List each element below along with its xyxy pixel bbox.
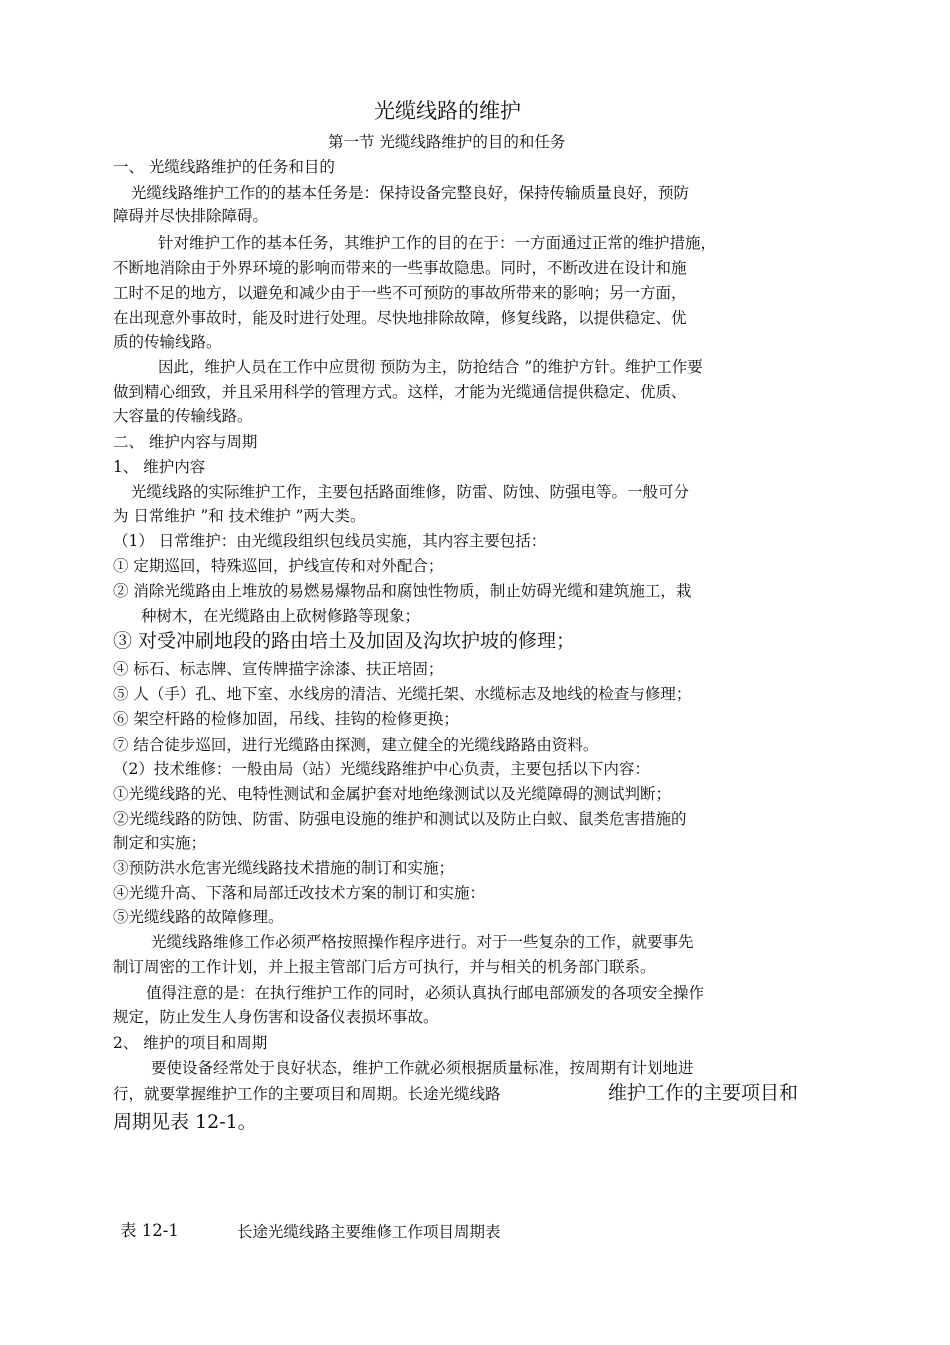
paragraph-line: 光缆线路维修工作必须严格按照操作程序进行。对于一些复杂的工作，就要事先 <box>151 933 694 951</box>
paragraph-line: 不断地消除由于外界环境的影响而带来的一些事故隐患。同时，不断改进在设计和施 <box>113 259 687 277</box>
heading-1: 一、 光缆线路维护的任务和目的 <box>113 158 335 176</box>
table-caption-number: 表 12-1 <box>120 1221 179 1240</box>
technical-maintenance-heading: （2）技术维修：一般由局（站）光缆线路维护中心负责，主要包括以下内容： <box>113 760 650 778</box>
list-item: ③ 对受冲刷地段的路由培土及加固及沟坎护坡的修理； <box>113 630 576 652</box>
paragraph-line-large: 维护工作的主要项目和 <box>608 1082 799 1104</box>
list-item: 制定和实施； <box>113 834 207 852</box>
table-caption-text: 长途光缆线路主要维修工作项目周期表 <box>237 1223 501 1241</box>
paragraph-line: 质的传输线路。 <box>113 333 222 351</box>
heading-2-2: 2、 维护的项目和周期 <box>113 1034 268 1052</box>
list-item: 种树木，在光缆路由上砍树修路等现象； <box>141 607 421 625</box>
list-item: ⑦ 结合徒步巡回，进行光缆路由探测，建立健全的光缆线路路由资料。 <box>113 736 599 754</box>
paragraph-line: 行，就要掌握维护工作的主要项目和周期。长途光缆线路 <box>113 1085 501 1103</box>
paragraph-line: 大容量的传输线路。 <box>113 407 253 425</box>
list-item: ③预防洪水危害光缆线路技术措施的制订和实施； <box>113 859 455 877</box>
paragraph-line: 光缆线路维护工作的的基本任务是：保持设备完整良好，保持传输质量良好，预防 <box>131 184 690 202</box>
daily-maintenance-heading: （1） 日常维护：由光缆段组织包线员实施，其内容主要包括： <box>113 532 547 550</box>
paragraph-line: 工时不足的地方，以避免和减少由于一些不可预防的事故所带来的影响；另一方面， <box>113 284 687 302</box>
list-item: ⑤ 人（手）孔、地下室、水线房的清洁、光缆托架、水缆标志及地线的检查与修理； <box>113 685 692 703</box>
list-item: ① 定期巡回，特殊巡回，护线宣传和对外配合； <box>113 557 444 575</box>
paragraph-line-large: 周期见表 12-1。 <box>113 1111 257 1133</box>
list-item: ⑥ 架空杆路的检修加固，吊线、挂钩的检修更换； <box>113 710 459 728</box>
list-item: ①光缆线路的光、电特性测试和金属护套对地绝缘测试以及光缆障碍的测试判断； <box>113 785 672 803</box>
paragraph-line: 因此，维护人员在工作中应贯彻 预防为主，防抢结合 ”的维护方针。维护工作要 <box>158 358 703 376</box>
list-item: ④ 标石、标志牌、宣传牌描字涂漆、扶正培固； <box>113 660 444 678</box>
list-item: ⑤光缆线路的故障修理。 <box>113 908 284 926</box>
heading-2: 二、 维护内容与周期 <box>113 433 258 451</box>
paragraph-line: 针对维护工作的基本任务，其维护工作的目的在于：一方面通过正常的维护措施， <box>158 234 717 252</box>
paragraph-line: 规定，防止发生人身伤害和设备仪表损坏事故。 <box>113 1008 439 1026</box>
list-item: ④光缆升高、下落和局部迁改技术方案的制订和实施： <box>113 884 486 902</box>
section-heading: 第一节 光缆线路维护的目的和任务 <box>328 133 566 151</box>
list-item: ② 消除光缆路由上堆放的易燃易爆物品和腐蚀性物质，制止妨碍光缆和建筑施工，栽 <box>113 582 692 600</box>
paragraph-line: 做到精心细致，并且采用科学的管理方式。这样，才能为光缆通信提供稳定、优质、 <box>113 383 687 401</box>
paragraph-line: 光缆线路的实际维护工作，主要包括路面维修，防雷、防蚀、防强电等。一般可分 <box>131 483 690 501</box>
paragraph-line: 在出现意外事故时，能及时进行处理。尽快地排除故障，修复线路，以提供稳定、优 <box>113 309 687 327</box>
paragraph-line: 值得注意的是：在执行维护工作的同时，必须认真执行邮电部颁发的各项安全操作 <box>146 984 705 1002</box>
paragraph-line: 障碍并尽快排除障碍。 <box>113 207 269 225</box>
paragraph-line: 要使设备经常处于良好状态，维护工作就必须根据质量标准，按周期有计划地进 <box>151 1059 694 1077</box>
paragraph-line: 为 日常维护 ”和 技术维护 ”两大类。 <box>113 507 366 525</box>
paragraph-line: 制订周密的工作计划，并上报主管部门后方可执行，并与相关的机务部门联系。 <box>113 958 656 976</box>
list-item: ②光缆线路的防蚀、防雷、防强电设施的维护和测试以及防止白蚁、鼠类危害措施的 <box>113 810 687 828</box>
heading-2-1: 1、 维护内容 <box>113 458 206 476</box>
document-title: 光缆线路的维护 <box>374 99 521 123</box>
